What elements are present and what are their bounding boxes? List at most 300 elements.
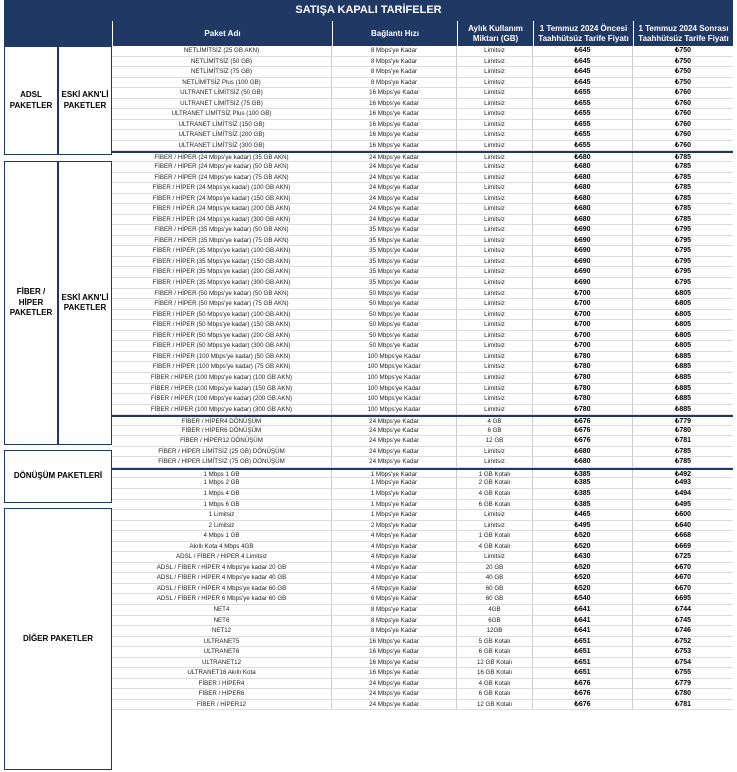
- cell-paket: FİBER / HİPER (35 Mbps'ye kadar) (50 GB AKN): [112, 225, 332, 235]
- cell-kullanim: 6 GB Kotalı: [457, 689, 533, 699]
- cell-paket: FİBER / HİPER (24 Mbps'ye kadar) (150 GB AKN): [112, 194, 332, 204]
- cell-kullanim: Limitsiz: [457, 552, 533, 562]
- cell-paket: FİBER / HİPER (35 Mbps'ye kadar) (100 GB AKN): [112, 246, 332, 256]
- cell-sonrasi: ₺779: [674, 679, 692, 687]
- cell-kullanim: Limitsiz: [457, 510, 533, 520]
- table-row: [112, 637, 733, 648]
- cell-kullanim: Limitsiz: [457, 394, 533, 404]
- table-row: [112, 552, 733, 563]
- cell-paket: Akıllı Kota 4 Mbps 4GB: [112, 542, 332, 552]
- table-row: [112, 352, 733, 363]
- cell-paket: 1 Limitsiz: [112, 510, 332, 520]
- table-row: [112, 626, 733, 637]
- table-row: [112, 405, 733, 416]
- table-row: [112, 478, 733, 489]
- cell-kullanim: Limitsiz: [457, 299, 533, 309]
- cell-sonrasi: ₺795: [674, 279, 692, 287]
- cell-sonrasi: ₺760: [674, 99, 692, 107]
- cell-hiz: 35 Mbps'ye Kadar: [332, 225, 457, 235]
- cell-oncesi: ₺676: [533, 417, 633, 425]
- cell-sonrasi: ₺750: [674, 78, 692, 86]
- cell-paket: FİBER / HİPER (100 Mbps'ye kadar) (200 GB AKN): [112, 394, 332, 404]
- table-row: [112, 88, 733, 99]
- cell-sonrasi: ₺785: [674, 458, 692, 466]
- cell-paket: FİBER / HİPER (35 Mbps'ye kadar) (75 GB AKN): [112, 236, 332, 246]
- table-row: [112, 457, 733, 468]
- header-paket: Paket Adı: [112, 21, 332, 46]
- table-row: [112, 489, 733, 500]
- cell-sonrasi: ₺760: [674, 120, 692, 128]
- cell-paket: FİBER / HİPER (24 Mbps'ye kadar) (35 GB AKN): [112, 153, 332, 161]
- group-adsl-sub: ESKİ AKN'Lİ PAKETLER: [58, 46, 112, 155]
- table-row: [112, 584, 733, 595]
- cell-sonrasi: ₺744: [674, 605, 692, 613]
- table-row: [112, 647, 733, 658]
- table-row: [112, 46, 733, 57]
- cell-oncesi: ₺690: [533, 278, 633, 288]
- cell-kullanim: Limitsiz: [457, 162, 533, 172]
- cell-sonrasi: ₺753: [674, 648, 692, 656]
- cell-paket: FİBER / HİPER (50 Mbps'ye kadar) (150 GB AKN): [112, 320, 332, 330]
- cell-paket: ADSL / FİBER / HİPER 4 Limitsiz: [112, 552, 332, 562]
- cell-paket: ADSL / FİBER / HİPER 4 Mbps'ye kadar 20 GB: [112, 563, 332, 573]
- cell-kullanim: Limitsiz: [457, 130, 533, 140]
- cell-sonrasi: ₺745: [674, 616, 692, 624]
- cell-paket: FİBER / HİPER4 DÖNÜŞÜM: [112, 417, 332, 425]
- cell-kullanim: 12 GB Kotalı: [457, 658, 533, 668]
- cell-kullanim: 1 GB Kotalı: [457, 531, 533, 541]
- cell-hiz: 16 Mbps'ye Kadar: [332, 109, 457, 119]
- cell-paket: FİBER / HİPER (50 Mbps'ye kadar) (300 GB AKN): [112, 341, 332, 351]
- cell-paket: FİBER / HİPER (100 Mbps'ye kadar) (100 GB AKN): [112, 373, 332, 383]
- cell-oncesi: ₺385: [533, 489, 633, 499]
- cell-paket: FİBER / HİPER (24 Mbps'ye kadar) (200 GB AKN): [112, 204, 332, 214]
- header-oncesi: 1 Temmuz 2024 Öncesi Taahhütsüz Tarife Fiyatı: [533, 21, 633, 46]
- cell-sonrasi: ₺805: [674, 289, 692, 297]
- table-row: [112, 447, 733, 458]
- cell-paket: FİBER / HİPER (24 Mbps'ye kadar) (100 GB AKN): [112, 183, 332, 193]
- cell-sonrasi: ₺785: [674, 173, 692, 181]
- cell-oncesi: ₺780: [533, 394, 633, 404]
- cell-oncesi: ₺680: [533, 194, 633, 204]
- cell-hiz: 16 Mbps'ye Kadar: [332, 658, 457, 668]
- cell-kullanim: 12 GB: [457, 436, 533, 446]
- cell-oncesi: ₺651: [533, 637, 633, 647]
- cell-paket: NET6: [112, 616, 332, 626]
- cell-hiz: 35 Mbps'ye Kadar: [332, 246, 457, 256]
- header-hiz: Bağlantı Hızı: [332, 21, 457, 46]
- cell-oncesi: ₺700: [533, 299, 633, 309]
- cell-paket: ADSL / FİBER / HİPER 4 Mbps'ye kadar 40 GB: [112, 573, 332, 583]
- cell-oncesi: ₺680: [533, 204, 633, 214]
- cell-oncesi: ₺780: [533, 405, 633, 415]
- cell-sonrasi: ₺668: [674, 532, 692, 540]
- cell-oncesi: ₺645: [533, 46, 633, 56]
- cell-oncesi: ₺655: [533, 130, 633, 140]
- cell-kullanim: Limitsiz: [457, 320, 533, 330]
- cell-hiz: 24 Mbps'ye Kadar: [332, 426, 457, 436]
- cell-hiz: 16 Mbps'ye Kadar: [332, 637, 457, 647]
- cell-sonrasi: ₺670: [674, 584, 692, 592]
- cell-hiz: 4 Mbps'ye Kadar: [332, 563, 457, 573]
- cell-hiz: 100 Mbps'ye Kadar: [332, 394, 457, 404]
- table-row: [112, 689, 733, 700]
- table-row: [112, 668, 733, 679]
- cell-hiz: 16 Mbps'ye Kadar: [332, 647, 457, 657]
- table-row: [112, 594, 733, 605]
- cell-kullanim: Limitsiz: [457, 120, 533, 130]
- cell-hiz: 8 Mbps'ye Kadar: [332, 616, 457, 626]
- cell-sonrasi: ₺785: [674, 447, 692, 455]
- cell-sonrasi: ₺795: [674, 257, 692, 265]
- cell-kullanim: Limitsiz: [457, 183, 533, 193]
- cell-paket: ULTRANET LİMİTSİZ (200 GB): [112, 130, 332, 140]
- cell-paket: NETLİMİTSİZ (50 GB): [112, 57, 332, 67]
- cell-paket: NETLİMİTSİZ Plus (100 GB): [112, 78, 332, 88]
- cell-hiz: 24 Mbps'ye Kadar: [332, 417, 457, 425]
- cell-sonrasi: ₺785: [674, 194, 692, 202]
- cell-hiz: 50 Mbps'ye Kadar: [332, 341, 457, 351]
- cell-hiz: 50 Mbps'ye Kadar: [332, 289, 457, 299]
- cell-kullanim: 4 GB Kotalı: [457, 489, 533, 499]
- table-row: [112, 141, 733, 152]
- table-row: [112, 204, 733, 215]
- cell-sonrasi: ₺750: [674, 57, 692, 65]
- table-row: [112, 109, 733, 120]
- cell-oncesi: ₺520: [533, 573, 633, 583]
- cell-oncesi: ₺655: [533, 88, 633, 98]
- cell-paket: 4 Mbps 1 GB: [112, 531, 332, 541]
- group-fiber-sub: ESKİ AKN'Lİ PAKETLER: [58, 161, 112, 445]
- cell-paket: FİBER / HİPER (100 Mbps'ye kadar) (75 GB AKN): [112, 362, 332, 372]
- table-row: [112, 67, 733, 78]
- cell-kullanim: Limitsiz: [457, 173, 533, 183]
- cell-hiz: 1 Mbps'ye Kadar: [332, 510, 457, 520]
- cell-sonrasi: ₺670: [674, 563, 692, 571]
- cell-hiz: 8 Mbps'ye Kadar: [332, 57, 457, 67]
- cell-kullanim: Limitsiz: [457, 447, 533, 457]
- cell-hiz: 16 Mbps'ye Kadar: [332, 130, 457, 140]
- cell-kullanim: 60 GB: [457, 584, 533, 594]
- cell-paket: FİBER / HİPER (24 Mbps'ye kadar) (300 GB AKN): [112, 215, 332, 225]
- cell-paket: NET4: [112, 605, 332, 615]
- cell-sonrasi: ₺785: [674, 184, 692, 192]
- cell-kullanim: Limitsiz: [457, 521, 533, 531]
- table-row: [112, 78, 733, 89]
- cell-oncesi: ₺780: [533, 384, 633, 394]
- cell-kullanim: Limitsiz: [457, 88, 533, 98]
- table-row: [112, 267, 733, 278]
- table-body: [112, 46, 733, 710]
- cell-paket: ULTRANET LİMİTSİZ (150 GB): [112, 120, 332, 130]
- cell-oncesi: ₺645: [533, 78, 633, 88]
- header-blank: [4, 21, 112, 46]
- cell-kullanim: Limitsiz: [457, 331, 533, 341]
- table-row: [112, 384, 733, 395]
- cell-paket: ULTRANET LİMİTSİZ (300 GB): [112, 141, 332, 151]
- cell-sonrasi: ₺750: [674, 47, 692, 54]
- cell-paket: 1 Mbps 2 GB: [112, 478, 332, 488]
- table-row: [112, 331, 733, 342]
- cell-oncesi: ₺690: [533, 257, 633, 267]
- cell-sonrasi: ₺760: [674, 141, 692, 149]
- cell-paket: FİBER / HİPER (24 Mbps'ye kadar) (50 GB AKN): [112, 162, 332, 172]
- cell-paket: FİBER / HİPER6 DÖNÜŞÜM: [112, 426, 332, 436]
- table-row: [112, 162, 733, 173]
- cell-hiz: 24 Mbps'ye Kadar: [332, 153, 457, 161]
- cell-oncesi: ₺540: [533, 594, 633, 604]
- table-row: [112, 362, 733, 373]
- cell-paket: FİBER / HİPER12: [112, 700, 332, 710]
- cell-hiz: 16 Mbps'ye Kadar: [332, 99, 457, 109]
- cell-sonrasi: ₺494: [674, 489, 692, 497]
- cell-paket: NET12: [112, 626, 332, 636]
- cell-paket: FİBER / HİPER (50 Mbps'ye kadar) (75 GB AKN): [112, 299, 332, 309]
- cell-kullanim: Limitsiz: [457, 141, 533, 151]
- cell-sonrasi: ₺495: [674, 500, 692, 508]
- group-diger: DİĞER PAKETLER: [4, 508, 112, 770]
- cell-oncesi: ₺655: [533, 109, 633, 119]
- cell-sonrasi: ₺795: [674, 226, 692, 234]
- table-row: [112, 500, 733, 511]
- cell-kullanim: Limitsiz: [457, 341, 533, 351]
- table-row: [112, 225, 733, 236]
- cell-kullanim: Limitsiz: [457, 194, 533, 204]
- cell-hiz: 100 Mbps'ye Kadar: [332, 362, 457, 372]
- cell-oncesi: ₺495: [533, 521, 633, 531]
- cell-oncesi: ₺651: [533, 658, 633, 668]
- table-row: [112, 57, 733, 68]
- cell-oncesi: ₺680: [533, 162, 633, 172]
- cell-paket: FİBER / HİPER (24 Mbps'ye kadar) (75 GB AKN): [112, 173, 332, 183]
- cell-hiz: 24 Mbps'ye Kadar: [332, 457, 457, 467]
- cell-kullanim: Limitsiz: [457, 278, 533, 288]
- cell-oncesi: ₺780: [533, 352, 633, 362]
- table-row: [112, 236, 733, 247]
- table-row: [112, 521, 733, 532]
- table-row: [112, 426, 733, 437]
- cell-kullanim: Limitsiz: [457, 57, 533, 67]
- group-adsl: ADSL PAKETLER: [4, 46, 58, 155]
- cell-oncesi: ₺700: [533, 310, 633, 320]
- cell-paket: FİBER / HİPER LİMİTSİZ (75 GB) DÖNÜŞÜM: [112, 457, 332, 467]
- cell-oncesi: ₺676: [533, 436, 633, 446]
- cell-hiz: 50 Mbps'ye Kadar: [332, 299, 457, 309]
- cell-oncesi: ₺645: [533, 57, 633, 67]
- cell-paket: NETLİMİTSİZ (25 GB AKN): [112, 46, 332, 56]
- table-row: [112, 436, 733, 447]
- table-row: [112, 542, 733, 553]
- cell-sonrasi: ₺885: [674, 373, 692, 381]
- cell-hiz: 16 Mbps'ye Kadar: [332, 668, 457, 678]
- cell-hiz: 8 Mbps'ye Kadar: [332, 67, 457, 77]
- cell-sonrasi: ₺754: [674, 658, 692, 666]
- table-title: SATIŞA KAPALI TARİFELER: [4, 0, 733, 21]
- cell-oncesi: ₺680: [533, 457, 633, 467]
- table-row: [112, 215, 733, 226]
- table-row: [112, 183, 733, 194]
- cell-hiz: 4 Mbps'ye Kadar: [332, 531, 457, 541]
- cell-sonrasi: ₺781: [674, 437, 692, 445]
- cell-sonrasi: ₺885: [674, 352, 692, 360]
- cell-hiz: 16 Mbps'ye Kadar: [332, 88, 457, 98]
- cell-paket: ULTRANET5: [112, 637, 332, 647]
- cell-hiz: 24 Mbps'ye Kadar: [332, 436, 457, 446]
- cell-kullanim: 20 GB: [457, 563, 533, 573]
- cell-oncesi: ₺630: [533, 552, 633, 562]
- cell-hiz: 35 Mbps'ye Kadar: [332, 267, 457, 277]
- cell-oncesi: ₺641: [533, 616, 633, 626]
- cell-hiz: 100 Mbps'ye Kadar: [332, 352, 457, 362]
- cell-oncesi: ₺676: [533, 689, 633, 699]
- cell-oncesi: ₺676: [533, 700, 633, 710]
- cell-kullanim: 12 GB Kotalı: [457, 700, 533, 710]
- cell-sonrasi: ₺760: [674, 89, 692, 97]
- cell-oncesi: ₺520: [533, 563, 633, 573]
- table-row: [112, 99, 733, 110]
- cell-kullanim: Limitsiz: [457, 257, 533, 267]
- cell-kullanim: Limitsiz: [457, 246, 533, 256]
- cell-sonrasi: ₺492: [674, 470, 692, 478]
- cell-sonrasi: ₺760: [674, 110, 692, 118]
- table-row: [112, 531, 733, 542]
- table-row: [112, 289, 733, 300]
- cell-oncesi: ₺641: [533, 605, 633, 615]
- cell-oncesi: ₺655: [533, 120, 633, 130]
- cell-kullanim: Limitsiz: [457, 99, 533, 109]
- table-row: [112, 658, 733, 669]
- table-row: [112, 341, 733, 352]
- table-row: [112, 679, 733, 690]
- cell-sonrasi: ₺493: [674, 479, 692, 487]
- cell-sonrasi: ₺669: [674, 542, 692, 550]
- cell-hiz: 50 Mbps'ye Kadar: [332, 331, 457, 341]
- cell-sonrasi: ₺600: [674, 511, 692, 519]
- cell-oncesi: ₺655: [533, 99, 633, 109]
- cell-hiz: 4 Mbps'ye Kadar: [332, 584, 457, 594]
- cell-hiz: 100 Mbps'ye Kadar: [332, 405, 457, 415]
- cell-kullanim: Limitsiz: [457, 362, 533, 372]
- cell-paket: 2 Limitsiz: [112, 521, 332, 531]
- cell-oncesi: ₺520: [533, 584, 633, 594]
- cell-paket: FİBER / HİPER (35 Mbps'ye kadar) (300 GB AKN): [112, 278, 332, 288]
- cell-hiz: 24 Mbps'ye Kadar: [332, 173, 457, 183]
- cell-hiz: 6 Mbps'ye Kadar: [332, 594, 457, 604]
- cell-kullanim: Limitsiz: [457, 289, 533, 299]
- cell-sonrasi: ₺805: [674, 331, 692, 339]
- cell-oncesi: ₺641: [533, 626, 633, 636]
- cell-oncesi: ₺465: [533, 510, 633, 520]
- cell-kullanim: Limitsiz: [457, 267, 533, 277]
- cell-sonrasi: ₺805: [674, 321, 692, 329]
- cell-paket: ULTRANET LİMİTSİZ (75 GB): [112, 99, 332, 109]
- cell-paket: ADSL / FİBER / HİPER 4 Mbps'ye kadar 60 GB: [112, 584, 332, 594]
- cell-paket: ULTRANET6: [112, 647, 332, 657]
- cell-hiz: 100 Mbps'ye Kadar: [332, 384, 457, 394]
- cell-hiz: 8 Mbps'ye Kadar: [332, 626, 457, 636]
- cell-sonrasi: ₺795: [674, 268, 692, 276]
- cell-hiz: 1 Mbps'ye Kadar: [332, 470, 457, 478]
- cell-kullanim: Limitsiz: [457, 225, 533, 235]
- cell-sonrasi: ₺781: [674, 700, 692, 708]
- group-fiber: FİBER / HİPER PAKETLER: [4, 161, 58, 445]
- header-sonrasi: 1 Temmuz 2024 Sonrası Taahhütsüz Tarife Fiyatı: [633, 21, 733, 46]
- cell-hiz: 2 Mbps'ye Kadar: [332, 521, 457, 531]
- table-row: [112, 278, 733, 289]
- cell-sonrasi: ₺725: [674, 553, 692, 561]
- cell-paket: 1 Mbps 1 GB: [112, 470, 332, 478]
- table-row: [112, 616, 733, 627]
- cell-hiz: 35 Mbps'ye Kadar: [332, 236, 457, 246]
- cell-kullanim: Limitsiz: [457, 215, 533, 225]
- table-row: [112, 299, 733, 310]
- cell-hiz: 4 Mbps'ye Kadar: [332, 573, 457, 583]
- cell-hiz: 24 Mbps'ye Kadar: [332, 700, 457, 710]
- cell-hiz: 50 Mbps'ye Kadar: [332, 310, 457, 320]
- table-row: [112, 563, 733, 574]
- cell-kullanim: 1 GB Kotalı: [457, 470, 533, 478]
- cell-kullanim: Limitsiz: [457, 67, 533, 77]
- cell-oncesi: ₺651: [533, 647, 633, 657]
- group-donusum: DÖNÜŞÜM PAKETLERİ: [4, 450, 112, 503]
- cell-hiz: 24 Mbps'ye Kadar: [332, 447, 457, 457]
- cell-hiz: 4 Mbps'ye Kadar: [332, 552, 457, 562]
- cell-sonrasi: ₺780: [674, 426, 692, 434]
- cell-oncesi: ₺385: [533, 500, 633, 510]
- cell-sonrasi: ₺779: [674, 418, 692, 425]
- cell-oncesi: ₺651: [533, 668, 633, 678]
- cell-hiz: 24 Mbps'ye Kadar: [332, 183, 457, 193]
- cell-sonrasi: ₺795: [674, 236, 692, 244]
- cell-oncesi: ₺690: [533, 225, 633, 235]
- cell-paket: FİBER / HİPER (35 Mbps'ye kadar) (200 GB AKN): [112, 267, 332, 277]
- cell-hiz: 8 Mbps'ye Kadar: [332, 78, 457, 88]
- cell-kullanim: 40 GB: [457, 573, 533, 583]
- cell-hiz: 24 Mbps'ye Kadar: [332, 215, 457, 225]
- cell-hiz: 50 Mbps'ye Kadar: [332, 320, 457, 330]
- table-row: [112, 394, 733, 405]
- table-row: [112, 510, 733, 521]
- cell-kullanim: Limitsiz: [457, 352, 533, 362]
- cell-hiz: 8 Mbps'ye Kadar: [332, 46, 457, 56]
- cell-paket: FİBER / HİPER (100 Mbps'ye kadar) (150 GB AKN): [112, 384, 332, 394]
- cell-kullanim: 6 GB Kotalı: [457, 647, 533, 657]
- cell-paket: FİBER / HİPER (50 Mbps'ye kadar) (50 GB AKN): [112, 289, 332, 299]
- cell-sonrasi: ₺805: [674, 300, 692, 308]
- cell-paket: ULTRANET12: [112, 658, 332, 668]
- cell-paket: FİBER / HİPER (50 Mbps'ye kadar) (200 GB AKN): [112, 331, 332, 341]
- cell-hiz: 1 Mbps'ye Kadar: [332, 500, 457, 510]
- cell-hiz: 16 Mbps'ye Kadar: [332, 141, 457, 151]
- cell-oncesi: ₺645: [533, 67, 633, 77]
- cell-oncesi: ₺780: [533, 373, 633, 383]
- cell-oncesi: ₺680: [533, 153, 633, 161]
- cell-oncesi: ₺676: [533, 426, 633, 436]
- table-row: [112, 246, 733, 257]
- cell-hiz: 8 Mbps'ye Kadar: [332, 605, 457, 615]
- cell-sonrasi: ₺780: [674, 690, 692, 698]
- cell-kullanim: 4 GB: [457, 417, 533, 425]
- cell-hiz: 4 Mbps'ye Kadar: [332, 542, 457, 552]
- cell-oncesi: ₺700: [533, 320, 633, 330]
- cell-sonrasi: ₺746: [674, 627, 692, 635]
- cell-kullanim: Limitsiz: [457, 310, 533, 320]
- cell-oncesi: ₺520: [533, 531, 633, 541]
- table-row: [112, 415, 733, 426]
- cell-kullanim: Limitsiz: [457, 384, 533, 394]
- cell-paket: ULTRANET LİMİTSİZ (50 GB): [112, 88, 332, 98]
- cell-hiz: 24 Mbps'ye Kadar: [332, 194, 457, 204]
